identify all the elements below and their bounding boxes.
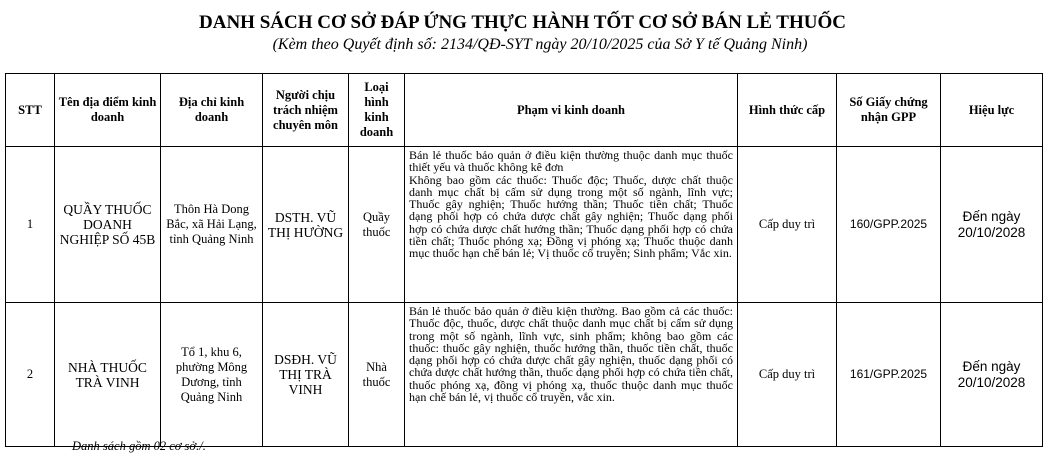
scope-paragraph: Bán lẻ thuốc bảo quản ở điều kiện thường thuộc danh mục thuốc thiết yếu và thuốc không kê đơn (409, 148, 733, 175)
cell-scope (405, 303, 738, 447)
table-row (6, 303, 1043, 447)
cell-person: DSĐH. VŨ THỊ TRÀ VINH (263, 303, 349, 447)
cell-stt: 2 (6, 303, 55, 447)
document-subtitle: (Kèm theo Quyết định số: 2134/QĐ-SYT ngày 20/10/2025 của Sở Y tế Quảng Ninh) (272, 36, 808, 53)
header-address: Địa chỉ kinh doanh (161, 74, 263, 147)
cell-address: Thôn Hà Dong Bắc, xã Hải Lạng, tỉnh Quảng Ninh (161, 147, 263, 303)
cell-stt: 1 (6, 147, 55, 303)
header-cert: Số Giấy chứng nhận GPP (837, 74, 941, 147)
cell-cert: 161/GPP.2025 (837, 303, 941, 447)
document-title: DANH SÁCH CƠ SỞ ĐÁP ỨNG THỰC HÀNH TỐT CƠ SỞ BÁN LẺ THUỐC (199, 12, 846, 33)
pharmacy-list-table (5, 73, 1043, 447)
cell-type: Nhà thuốc (349, 303, 405, 447)
header-location: Tên địa điểm kinh doanh (55, 74, 161, 147)
cell-person: DSTH. VŨ THỊ HƯỜNG (263, 147, 349, 303)
cell-type: Quầy thuốc (349, 147, 405, 303)
footer-note: Danh sách gồm 02 cơ sở./. (72, 439, 206, 453)
header-form: Hình thức cấp (738, 74, 837, 147)
header-stt: STT (6, 74, 55, 147)
table-row (6, 147, 1043, 303)
header-scope: Phạm vi kinh doanh (405, 74, 738, 147)
cell-location: NHÀ THUỐC TRÀ VINH (55, 303, 161, 447)
header-validity: Hiệu lực (941, 74, 1043, 147)
cell-cert: 160/GPP.2025 (837, 147, 941, 303)
scope-paragraph: Bán lẻ thuốc bảo quản ở điều kiện thường. Bao gồm cả các thuốc: Thuốc độc, thuốc, dược chất thuộc danh mục chất bị cấm sử dụng trong một số ngành, lĩnh vực, sinh phẩm; không bao gồm các thuốc: thuốc gây nghiện, thuốc hướng thần, thuốc tiền chất, thuốc dạng phối hợp có chứa dược chất gây nghiện, thuốc dạng phối có chứa dược chất hướng thần, thuốc dạng phối hợp có chứa tiền chất, thuốc phóng xạ, đồng vị phóng xạ, thuốc thuộc danh mục thuốc hạn chế bán lẻ, vị thuốc cổ truyền, vắc xin. (409, 304, 733, 405)
cell-scope (405, 147, 738, 303)
cell-location: QUẦY THUỐC DOANH NGHIỆP SỐ 45B (55, 147, 161, 303)
header-type: Loại hình kinh doanh (349, 74, 405, 147)
header-person: Người chịu trách nhiệm chuyên môn (263, 74, 349, 147)
cell-validity: Đến ngày 20/10/2028 (941, 303, 1043, 447)
cell-address: Tổ 1, khu 6, phường Mông Dương, tỉnh Quảng Ninh (161, 303, 263, 447)
scope-paragraph: Không bao gồm các thuốc: Thuốc độc; Thuốc, dược chất thuộc danh mục chất bị cấm sử dụng trong một số ngành, lĩnh vực; Thuốc gây nghiện; Thuốc hướng thần; Thuốc tiền chất; Thuốc dạng phối hợp có chứa dược chất gây nghiện; Thuốc dạng phối hợp có chứa dược chất hướng thần; Thuốc dạng phối hợp có chứa tiền chất; Thuốc phóng xạ; Đồng vị phóng xạ; Thuốc thuộc danh mục thuốc hạn chế bán lẻ; Vị thuốc cổ truyền; Sinh phẩm; Vắc xin. (409, 172, 733, 261)
cell-form: Cấp duy trì (738, 147, 837, 303)
cell-form: Cấp duy trì (738, 303, 837, 447)
table-header-row (6, 74, 1043, 147)
cell-validity: Đến ngày 20/10/2028 (941, 147, 1043, 303)
